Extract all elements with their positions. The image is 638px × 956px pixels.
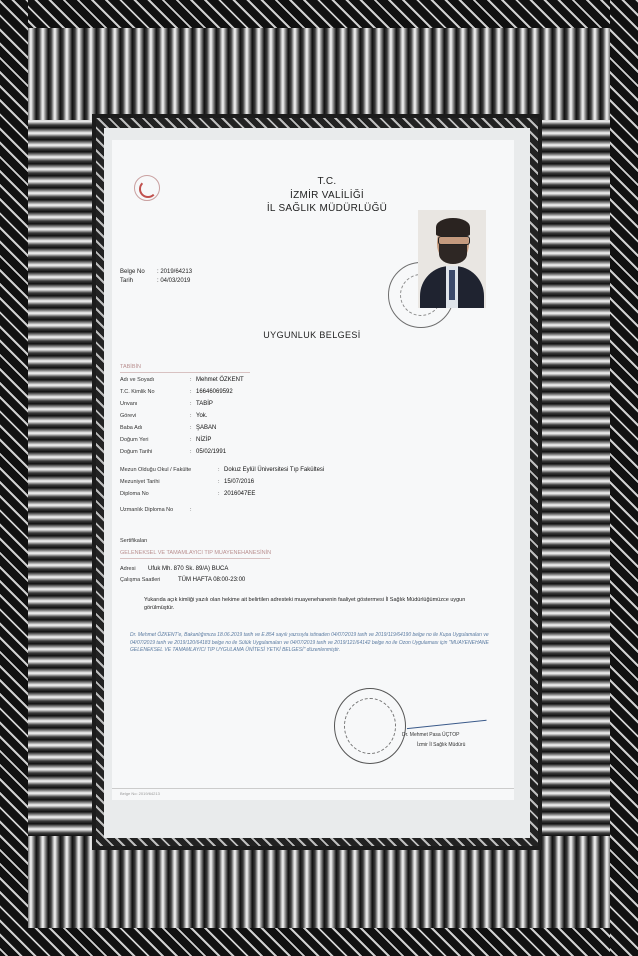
field-label: Mezuniyet Tarihi [120, 479, 160, 485]
field-colon: : [190, 507, 192, 513]
field-value: 15/07/2016 [224, 479, 255, 485]
field-colon: : [190, 401, 192, 407]
field-colon: : [190, 413, 192, 419]
sertifikalari-label: Sertifikaları [120, 538, 148, 544]
field-label: T.C. Kimlik No [120, 389, 155, 395]
field-colon: : [218, 467, 220, 473]
field-colon: : [190, 437, 192, 443]
header-tc: T.C. [317, 176, 337, 187]
field-colon: : [190, 449, 192, 455]
field-value: 2016047EE [224, 491, 256, 497]
signer-name: Dr. Mehmet Pasa ÜÇTOP [402, 732, 460, 738]
calisma-label: Çalışma Saatleri [120, 577, 161, 583]
belge-no-value: : 2019/64213 [157, 269, 193, 275]
approval-paragraph: Yukarıda açık kimliği yazılı olan hekime ait belirtilen adresteki muayenehanenin faaliyet göstermesi İl Sağlık Müdürlüğümüzce uygun görülmüştür. [144, 597, 466, 611]
signature [405, 706, 486, 729]
tarih-value: : 04/03/2019 [157, 278, 191, 284]
frame-ornament-top [0, 0, 638, 28]
field-label: Mezun Olduğu Okul / Fakülte [120, 467, 192, 473]
field-label: Baba Adı [120, 425, 143, 431]
section-muayenehane: GELENEKSEL VE TAMAMLAYICI TIP MUAYENEHANESİNİN [120, 550, 272, 556]
field-label: Unvanı [120, 401, 138, 407]
belge-no-label: Belge No [120, 269, 145, 275]
footer-rule [112, 788, 514, 789]
field-value: 16646069592 [196, 389, 233, 395]
field-label: Görevi [120, 413, 137, 419]
section-rule-2 [120, 558, 270, 559]
field-value: Mehmet ÖZKENT [196, 377, 244, 383]
photo-beard [439, 244, 467, 264]
adres-label: Adresi [120, 566, 136, 572]
photo-tie [449, 270, 455, 300]
tarih-label: Tarih [120, 278, 134, 284]
frame-ornament-left [0, 0, 28, 956]
header-valilik: İZMİR VALİLİĞİ [289, 190, 365, 201]
field-label: Doğum Tarihi [120, 449, 153, 455]
field-label: Diploma No [120, 491, 149, 497]
field-colon: : [218, 491, 220, 497]
adres-value: Ufuk Mh. 870 Sk. 89/A) BUCA [148, 566, 229, 572]
field-colon: : [190, 425, 192, 431]
portrait-photo [418, 210, 486, 308]
field-label: Doğum Yeri [120, 437, 149, 443]
frame-ornament-right [610, 0, 638, 956]
field-value: TABİP [196, 401, 213, 407]
field-label: Adı ve Soyadı [120, 377, 155, 383]
field-value: Yok. [196, 413, 208, 419]
certificate-document [112, 140, 514, 800]
field-label: Uzmanlık Diploma No [120, 507, 174, 513]
section-rule [120, 372, 250, 373]
field-value: ŞABAN [196, 425, 217, 431]
header-mudurluk: İL SAĞLIK MÜDÜRLÜĞÜ [266, 203, 388, 214]
section-tabibin: TABİBİN [120, 364, 141, 370]
authorization-note: Dr. Mehmet ÖZKENT'e, Bakanlığımıza 18.06.2019 tarih ve E.854 sayılı yazısıyla istinaden 04/07/2019 tarih ve 2019/119/64190 belge no ile Kupa Uygulamaları ve 04/07/2019 tarih ve 2019/120/64183 belge no ile Sülük Uygulamaları ve 04/07/2019 tarih ve 2019/121/64142 belge no ile Ozon Uygulaması için "MUAYENEHANE GELENEKSEL VE TAMAMLAYICI TIP UYGULAMA ÜNİTESİ YETKİ BELGESİ" düzenlenmiştir. [130, 632, 489, 653]
calisma-value: TÜM HAFTA 08:00-23:00 [178, 577, 246, 583]
field-colon: : [218, 479, 220, 485]
field-colon: : [190, 377, 192, 383]
crescent-icon [139, 180, 157, 198]
document-title: UYGUNLUK BELGESİ [263, 330, 361, 340]
photo-glasses [438, 236, 470, 245]
signer-title: İzmir İl Sağlık Müdürü [417, 742, 466, 748]
field-value: NİZİP [196, 437, 212, 443]
field-colon: : [190, 389, 192, 395]
photo-hair [436, 218, 470, 236]
official-stamp-inner [344, 698, 396, 754]
footer-note: Belge No: 2019/64213 [120, 791, 160, 796]
field-value: 05/02/1991 [196, 449, 227, 455]
frame-ornament-bottom [0, 928, 638, 956]
field-value: Dokuz Eylül Üniversitesi Tıp Fakültesi [224, 467, 325, 473]
